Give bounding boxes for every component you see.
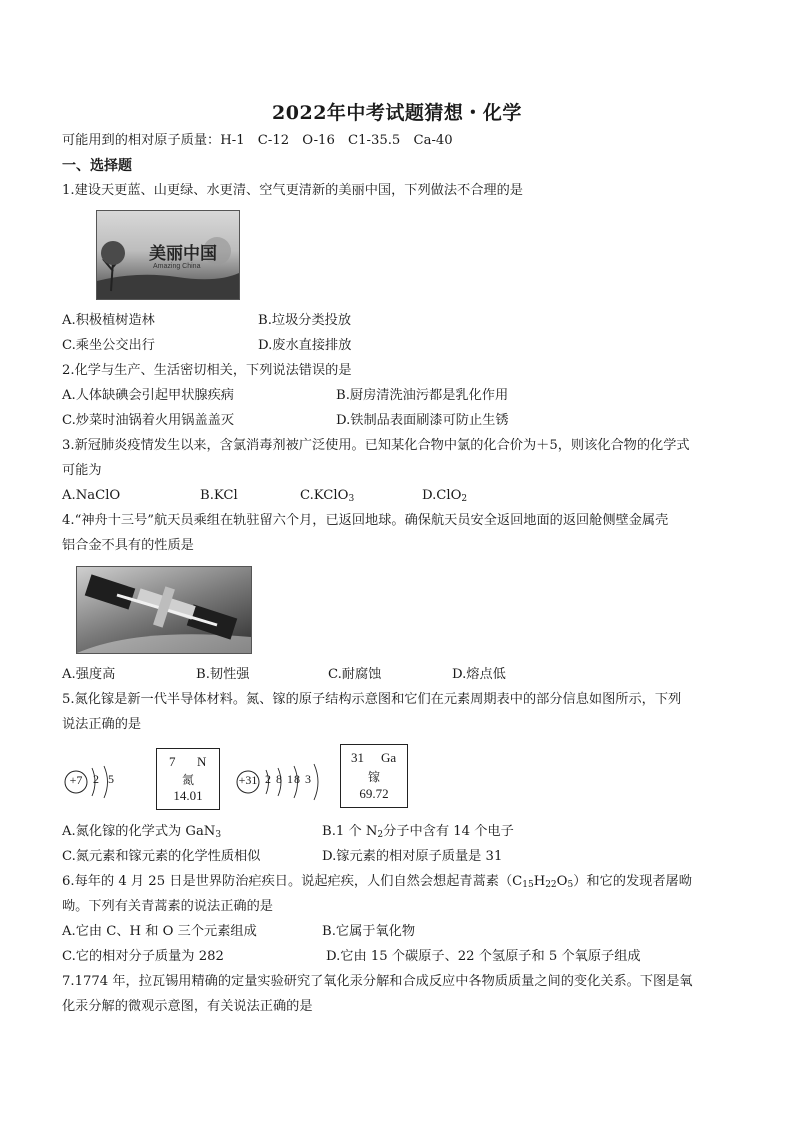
q3-option-c-text: C.KClO bbox=[300, 488, 349, 503]
gallium-atomic-number: 31 bbox=[351, 750, 364, 765]
nitrogen-atomic-mass: 14.01 bbox=[173, 788, 203, 803]
q4-photo bbox=[76, 566, 252, 654]
q3-option-d-text: D.ClO bbox=[422, 488, 462, 503]
q2-option-c[interactable]: C.炒菜时油锅着火用锅盖盖灭 bbox=[62, 413, 235, 428]
q5-option-a[interactable] bbox=[62, 823, 221, 844]
gallium-name: 镓 bbox=[367, 770, 380, 784]
nitrogen-electron-shells: 2 5 bbox=[93, 772, 117, 786]
q4-option-a[interactable]: A.强度高 bbox=[62, 667, 116, 682]
gallium-atom-diagram bbox=[234, 762, 338, 802]
q6-sub-22: 22 bbox=[545, 880, 557, 890]
q5-option-b-text: B.1 个 N bbox=[322, 824, 378, 839]
nitrogen-name: 氮 bbox=[181, 773, 194, 787]
q5-option-b-text-rest: 分子中含有 14 个电子 bbox=[383, 824, 514, 839]
atomic-mass-note: 可能用到的相对原子质量：H-1 C-12 O-16 C1-35.5 Ca-40 bbox=[62, 133, 453, 148]
q1-option-d[interactable]: D.废水直接排放 bbox=[258, 338, 352, 353]
q1-option-b[interactable]: B.垃圾分类投放 bbox=[258, 313, 352, 328]
q1-stem: 1.建设天更蓝、山更绿、水更清、空气更清新的美丽中国，下列做法不合理的是 bbox=[62, 183, 523, 198]
q5-stem-line2: 说法正确的是 bbox=[62, 717, 142, 732]
q6-formula-h: H bbox=[533, 874, 546, 889]
q2-option-a[interactable]: A.人体缺碘会引起甲状腺疾病 bbox=[62, 388, 234, 403]
q1-photo-caption: 美丽中国 bbox=[149, 244, 217, 264]
nitrogen-atom-diagram bbox=[62, 762, 152, 802]
q6-stem-text: 6.每年的 4 月 25 日是世界防治疟疾日。说起疟疾，人们自然会想起青蒿素（C bbox=[62, 874, 523, 889]
q5-option-c[interactable]: C.氮元素和镓元素的化学性质相似 bbox=[62, 849, 261, 864]
q5-option-a-subscript: 3 bbox=[215, 830, 222, 840]
gallium-symbol: Ga bbox=[381, 750, 397, 765]
q6-option-c[interactable]: C.它的相对分子质量为 282 bbox=[62, 949, 224, 964]
space-station-illustration bbox=[77, 567, 251, 653]
q5-option-b[interactable] bbox=[322, 823, 514, 844]
q3-stem-line2: 可能为 bbox=[62, 463, 102, 478]
q3-option-d[interactable] bbox=[422, 487, 467, 508]
q2-option-b[interactable]: B.厨房清洗油污都是乳化作用 bbox=[336, 388, 509, 403]
q1-option-a[interactable]: A.积极植树造林 bbox=[62, 313, 155, 328]
q3-option-c[interactable] bbox=[300, 487, 354, 508]
q3-option-c-subscript: 3 bbox=[348, 494, 355, 504]
gallium-nucleus: +31 bbox=[238, 773, 258, 787]
gallium-electron-shells: 2 8 18 3 bbox=[265, 772, 312, 786]
q3-option-a[interactable]: A.NaClO bbox=[62, 488, 121, 503]
q3-stem-line1: 3.新冠肺炎疫情发生以来，含氯消毒剂被广泛使用。已知某化合物中氯的化合价为＋5，则该化合物的化学式 bbox=[62, 438, 690, 453]
nitrogen-symbol: N bbox=[197, 754, 207, 769]
q2-stem: 2.化学与生产、生活密切相关，下列说法错误的是 bbox=[62, 363, 352, 378]
q6-option-a[interactable]: A.它由 C、H 和 O 三个元素组成 bbox=[62, 924, 257, 939]
nitrogen-nucleus: +7 bbox=[69, 773, 83, 787]
nitrogen-periodic-cell bbox=[156, 748, 220, 810]
q6-stem-text-rest: ）和它的发现者屠呦 bbox=[573, 874, 692, 889]
q2-option-d[interactable]: D.铁制品表面刷漆可防止生锈 bbox=[336, 413, 509, 428]
q5-option-b-subscript: 2 bbox=[377, 830, 384, 840]
q5-option-d[interactable]: D.镓元素的相对原子质量是 31 bbox=[322, 849, 503, 864]
q6-sub-5: 5 bbox=[567, 880, 574, 890]
q4-option-b[interactable]: B.韧性强 bbox=[196, 667, 250, 682]
q1-photo bbox=[96, 210, 240, 300]
q3-option-b[interactable]: B.KCl bbox=[200, 488, 238, 503]
gallium-atomic-mass: 69.72 bbox=[359, 786, 389, 801]
q4-stem-line1: 4.“神舟十三号”航天员乘组在轨驻留六个月，已返回地球。确保航天员安全返回地面的返回舱侧壁金属壳 bbox=[62, 513, 669, 528]
q6-stem-line1 bbox=[62, 873, 692, 894]
q3-option-d-subscript: 2 bbox=[461, 494, 468, 504]
nitrogen-atomic-number: 7 bbox=[169, 754, 176, 769]
page-title: 2022年中考试题猜想・化学 bbox=[272, 102, 522, 124]
q7-stem-line1: 7.1774 年，拉瓦锡用精确的定量实验研究了氧化汞分解和合成反应中各物质质量之间的变化关系。下图是氧 bbox=[62, 974, 693, 989]
q5-stem-line1: 5.氮化镓是新一代半导体材料。氮、镓的原子结构示意图和它们在元素周期表中的部分信息如图所示，下列 bbox=[62, 692, 682, 707]
section-heading: 一、选择题 bbox=[62, 158, 132, 174]
q5-option-a-text: A.氮化镓的化学式为 GaN bbox=[62, 824, 216, 839]
q4-stem-line2: 铝合金不具有的性质是 bbox=[62, 538, 194, 553]
q4-option-d[interactable]: D.熔点低 bbox=[452, 667, 506, 682]
q1-photo-subcaption: Amazing China bbox=[153, 263, 201, 270]
gallium-periodic-cell bbox=[340, 744, 408, 808]
q6-sub-15: 15 bbox=[522, 880, 534, 890]
q6-option-b[interactable]: B.它属于氧化物 bbox=[322, 924, 416, 939]
q1-option-c[interactable]: C.乘坐公交出行 bbox=[62, 338, 155, 353]
q7-stem-line2: 化汞分解的微观示意图，有关说法正确的是 bbox=[62, 999, 313, 1014]
q4-option-c[interactable]: C.耐腐蚀 bbox=[328, 667, 382, 682]
q6-option-d[interactable]: D.它由 15 个碳原子、22 个氢原子和 5 个氧原子组成 bbox=[326, 949, 641, 964]
q6-formula-o: O bbox=[556, 874, 568, 889]
q6-stem-line2: 呦。下列有关青蒿素的说法正确的是 bbox=[62, 899, 273, 914]
